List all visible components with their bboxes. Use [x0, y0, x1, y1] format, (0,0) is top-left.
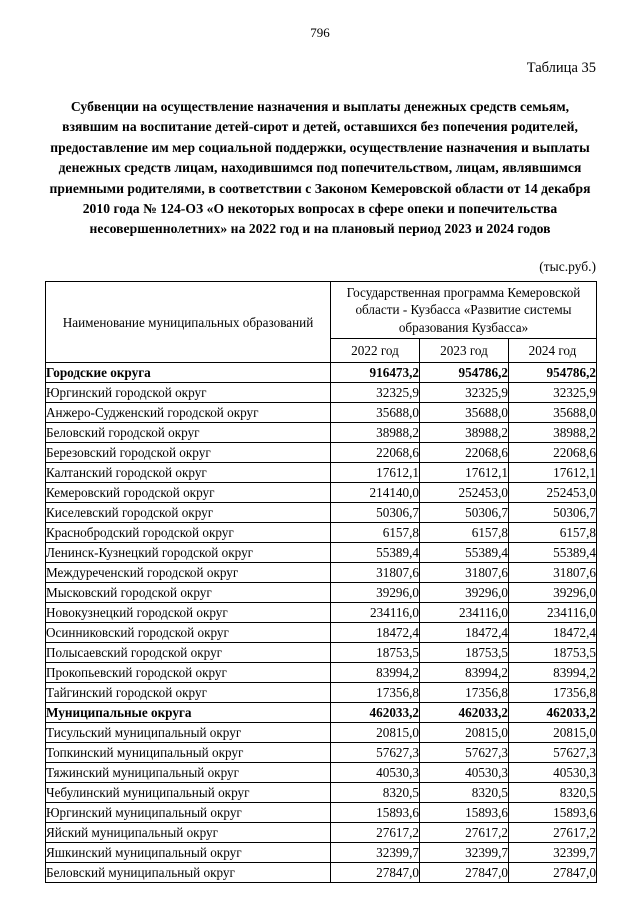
row-value-2024-год: 954786,2 [509, 363, 597, 383]
header-name-column: Наименование муниципальных образований [46, 282, 331, 363]
row-value-2023-год: 40530,3 [420, 763, 509, 783]
row-value-2024-год: 83994,2 [509, 663, 597, 683]
row-municipality-name: Городские округа [46, 363, 331, 383]
row-value-2022-год: 18753,5 [331, 643, 420, 663]
row-value-2022-год: 32399,7 [331, 843, 420, 863]
row-value-2023-год: 18472,4 [420, 623, 509, 643]
row-municipality-name: Новокузнецкий городской округ [46, 603, 331, 623]
row-value-2022-год: 50306,7 [331, 503, 420, 523]
row-value-2022-год: 27847,0 [331, 863, 420, 883]
row-municipality-name: Краснобродский городской округ [46, 523, 331, 543]
row-value-2022-год: 214140,0 [331, 483, 420, 503]
row-value-2023-год: 55389,4 [420, 543, 509, 563]
row-value-2022-год: 8320,5 [331, 783, 420, 803]
table-row [46, 483, 597, 503]
row-value-2022-год: 6157,8 [331, 523, 420, 543]
row-municipality-name: Прокопьевский городской округ [46, 663, 331, 683]
table-row [46, 563, 597, 583]
row-value-2024-год: 8320,5 [509, 783, 597, 803]
row-value-2023-год: 39296,0 [420, 583, 509, 603]
row-value-2023-год: 38988,2 [420, 423, 509, 443]
row-value-2024-год: 18753,5 [509, 643, 597, 663]
row-municipality-name: Мысковский городской округ [46, 583, 331, 603]
row-value-2024-год: 32399,7 [509, 843, 597, 863]
row-value-2024-год: 17612,1 [509, 463, 597, 483]
row-value-2024-год: 55389,4 [509, 543, 597, 563]
row-value-2023-год: 17612,1 [420, 463, 509, 483]
row-value-2022-год: 35688,0 [331, 403, 420, 423]
row-value-2024-год: 27847,0 [509, 863, 597, 883]
row-value-2024-год: 38988,2 [509, 423, 597, 443]
table-row [46, 543, 597, 563]
row-municipality-name: Тайгинский городской округ [46, 683, 331, 703]
table-row [46, 623, 597, 643]
row-municipality-name: Юргинский городской округ [46, 383, 331, 403]
row-value-2022-год: 32325,9 [331, 383, 420, 403]
row-municipality-name: Беловский городской округ [46, 423, 331, 443]
row-municipality-name: Ленинск-Кузнецкий городской округ [46, 543, 331, 563]
header-year-2022: 2022 год [331, 339, 420, 363]
table-row [46, 743, 597, 763]
row-value-2024-год: 234116,0 [509, 603, 597, 623]
row-value-2022-год: 15893,6 [331, 803, 420, 823]
table-row [46, 423, 597, 443]
row-value-2023-год: 22068,6 [420, 443, 509, 463]
row-value-2022-год: 234116,0 [331, 603, 420, 623]
row-value-2023-год: 17356,8 [420, 683, 509, 703]
table-row [46, 403, 597, 423]
row-value-2024-год: 252453,0 [509, 483, 597, 503]
page-number: 796 [310, 25, 330, 40]
row-municipality-name: Топкинский муниципальный округ [46, 743, 331, 763]
row-value-2022-год: 18472,4 [331, 623, 420, 643]
row-value-2022-год: 31807,6 [331, 563, 420, 583]
table-row [46, 703, 597, 723]
row-municipality-name: Анжеро-Судженский городской округ [46, 403, 331, 423]
table-head [46, 282, 597, 363]
table-row [46, 363, 597, 383]
row-municipality-name: Тяжинский муниципальный округ [46, 763, 331, 783]
row-value-2024-год: 40530,3 [509, 763, 597, 783]
table-row [46, 443, 597, 463]
row-municipality-name: Полысаевский городской округ [46, 643, 331, 663]
row-municipality-name: Тисульский муниципальный округ [46, 723, 331, 743]
row-municipality-name: Яшкинский муниципальный округ [46, 843, 331, 863]
table-header-row-main [46, 282, 597, 339]
row-value-2023-год: 32399,7 [420, 843, 509, 863]
row-value-2024-год: 17356,8 [509, 683, 597, 703]
row-municipality-name: Муниципальные округа [46, 703, 331, 723]
row-value-2022-год: 916473,2 [331, 363, 420, 383]
table-row [46, 383, 597, 403]
row-value-2022-год: 38988,2 [331, 423, 420, 443]
row-value-2023-год: 83994,2 [420, 663, 509, 683]
table-row [46, 843, 597, 863]
table-row [46, 583, 597, 603]
row-value-2023-год: 32325,9 [420, 383, 509, 403]
units-label: (тыс.руб.) [539, 259, 596, 274]
row-value-2024-год: 22068,6 [509, 443, 597, 463]
table-row [46, 523, 597, 543]
row-municipality-name: Междуреченский городской округ [46, 563, 331, 583]
table-row [46, 823, 597, 843]
row-value-2023-год: 954786,2 [420, 363, 509, 383]
row-value-2024-год: 39296,0 [509, 583, 597, 603]
row-value-2022-год: 27617,2 [331, 823, 420, 843]
row-value-2024-год: 50306,7 [509, 503, 597, 523]
row-value-2023-год: 35688,0 [420, 403, 509, 423]
table-row [46, 783, 597, 803]
row-value-2022-год: 57627,3 [331, 743, 420, 763]
header-year-2024: 2024 год [509, 339, 597, 363]
row-value-2022-год: 39296,0 [331, 583, 420, 603]
row-municipality-name: Чебулинский муниципальный округ [46, 783, 331, 803]
row-value-2024-год: 20815,0 [509, 723, 597, 743]
row-value-2023-год: 8320,5 [420, 783, 509, 803]
row-value-2022-год: 55389,4 [331, 543, 420, 563]
row-value-2022-год: 20815,0 [331, 723, 420, 743]
row-value-2022-год: 17356,8 [331, 683, 420, 703]
row-value-2023-год: 20815,0 [420, 723, 509, 743]
row-value-2023-год: 27617,2 [420, 823, 509, 843]
table-body [46, 363, 597, 883]
budget-table-container [45, 281, 596, 883]
table-row [46, 723, 597, 743]
row-municipality-name: Киселевский городской округ [46, 503, 331, 523]
row-value-2023-год: 18753,5 [420, 643, 509, 663]
row-value-2023-год: 50306,7 [420, 503, 509, 523]
row-value-2022-год: 22068,6 [331, 443, 420, 463]
table-row [46, 463, 597, 483]
table-row [46, 503, 597, 523]
row-municipality-name: Березовский городской округ [46, 443, 331, 463]
budget-table [45, 281, 597, 883]
row-municipality-name: Яйский муниципальный округ [46, 823, 331, 843]
row-value-2024-год: 18472,4 [509, 623, 597, 643]
page-title: Субвенции на осуществление назначения и выплаты денежных средств семьям, взявшим на воспитание детей-сирот и детей, оставшихся без попечения родителей, предоставление им мер социальной поддержки, осуществление назначения и выплаты денежных средств лицам, находившимся под попечительством, лицам, являвшимся приемными родителями, в соответствии с Законом Кемеровской области от 14 декабря 2010 года № 124-ОЗ «О некоторых вопросах в сфере опеки и попечительства несовершеннолетних» на 2022 год и на плановый период 2023 и 2024 годов [49, 99, 591, 237]
row-municipality-name: Калтанский городской округ [46, 463, 331, 483]
row-value-2023-год: 31807,6 [420, 563, 509, 583]
table-row [46, 643, 597, 663]
row-value-2023-год: 27847,0 [420, 863, 509, 883]
row-value-2024-год: 27617,2 [509, 823, 597, 843]
header-year-2023: 2023 год [420, 339, 509, 363]
row-value-2023-год: 57627,3 [420, 743, 509, 763]
row-municipality-name: Юргинский муниципальный округ [46, 803, 331, 823]
table-row [46, 663, 597, 683]
table-row [46, 863, 597, 883]
row-value-2023-год: 462033,2 [420, 703, 509, 723]
table-label: Таблица 35 [526, 60, 596, 76]
row-value-2022-год: 17612,1 [331, 463, 420, 483]
row-value-2023-год: 15893,6 [420, 803, 509, 823]
row-value-2024-год: 462033,2 [509, 703, 597, 723]
row-value-2024-год: 31807,6 [509, 563, 597, 583]
row-value-2023-год: 234116,0 [420, 603, 509, 623]
table-row [46, 763, 597, 783]
row-value-2022-год: 40530,3 [331, 763, 420, 783]
row-value-2024-год: 6157,8 [509, 523, 597, 543]
row-municipality-name: Осинниковский городской округ [46, 623, 331, 643]
row-value-2022-год: 83994,2 [331, 663, 420, 683]
row-municipality-name: Беловский муниципальный округ [46, 863, 331, 883]
header-program-column: Государственная программа Кемеровской области - Кузбасса «Развитие системы образования Кузбасса» [331, 282, 597, 339]
row-value-2023-год: 252453,0 [420, 483, 509, 503]
row-value-2024-год: 35688,0 [509, 403, 597, 423]
table-row [46, 803, 597, 823]
table-row [46, 603, 597, 623]
row-value-2022-год: 462033,2 [331, 703, 420, 723]
row-value-2023-год: 6157,8 [420, 523, 509, 543]
row-value-2024-год: 15893,6 [509, 803, 597, 823]
row-municipality-name: Кемеровский городской округ [46, 483, 331, 503]
row-value-2024-год: 32325,9 [509, 383, 597, 403]
table-row [46, 683, 597, 703]
row-value-2024-год: 57627,3 [509, 743, 597, 763]
